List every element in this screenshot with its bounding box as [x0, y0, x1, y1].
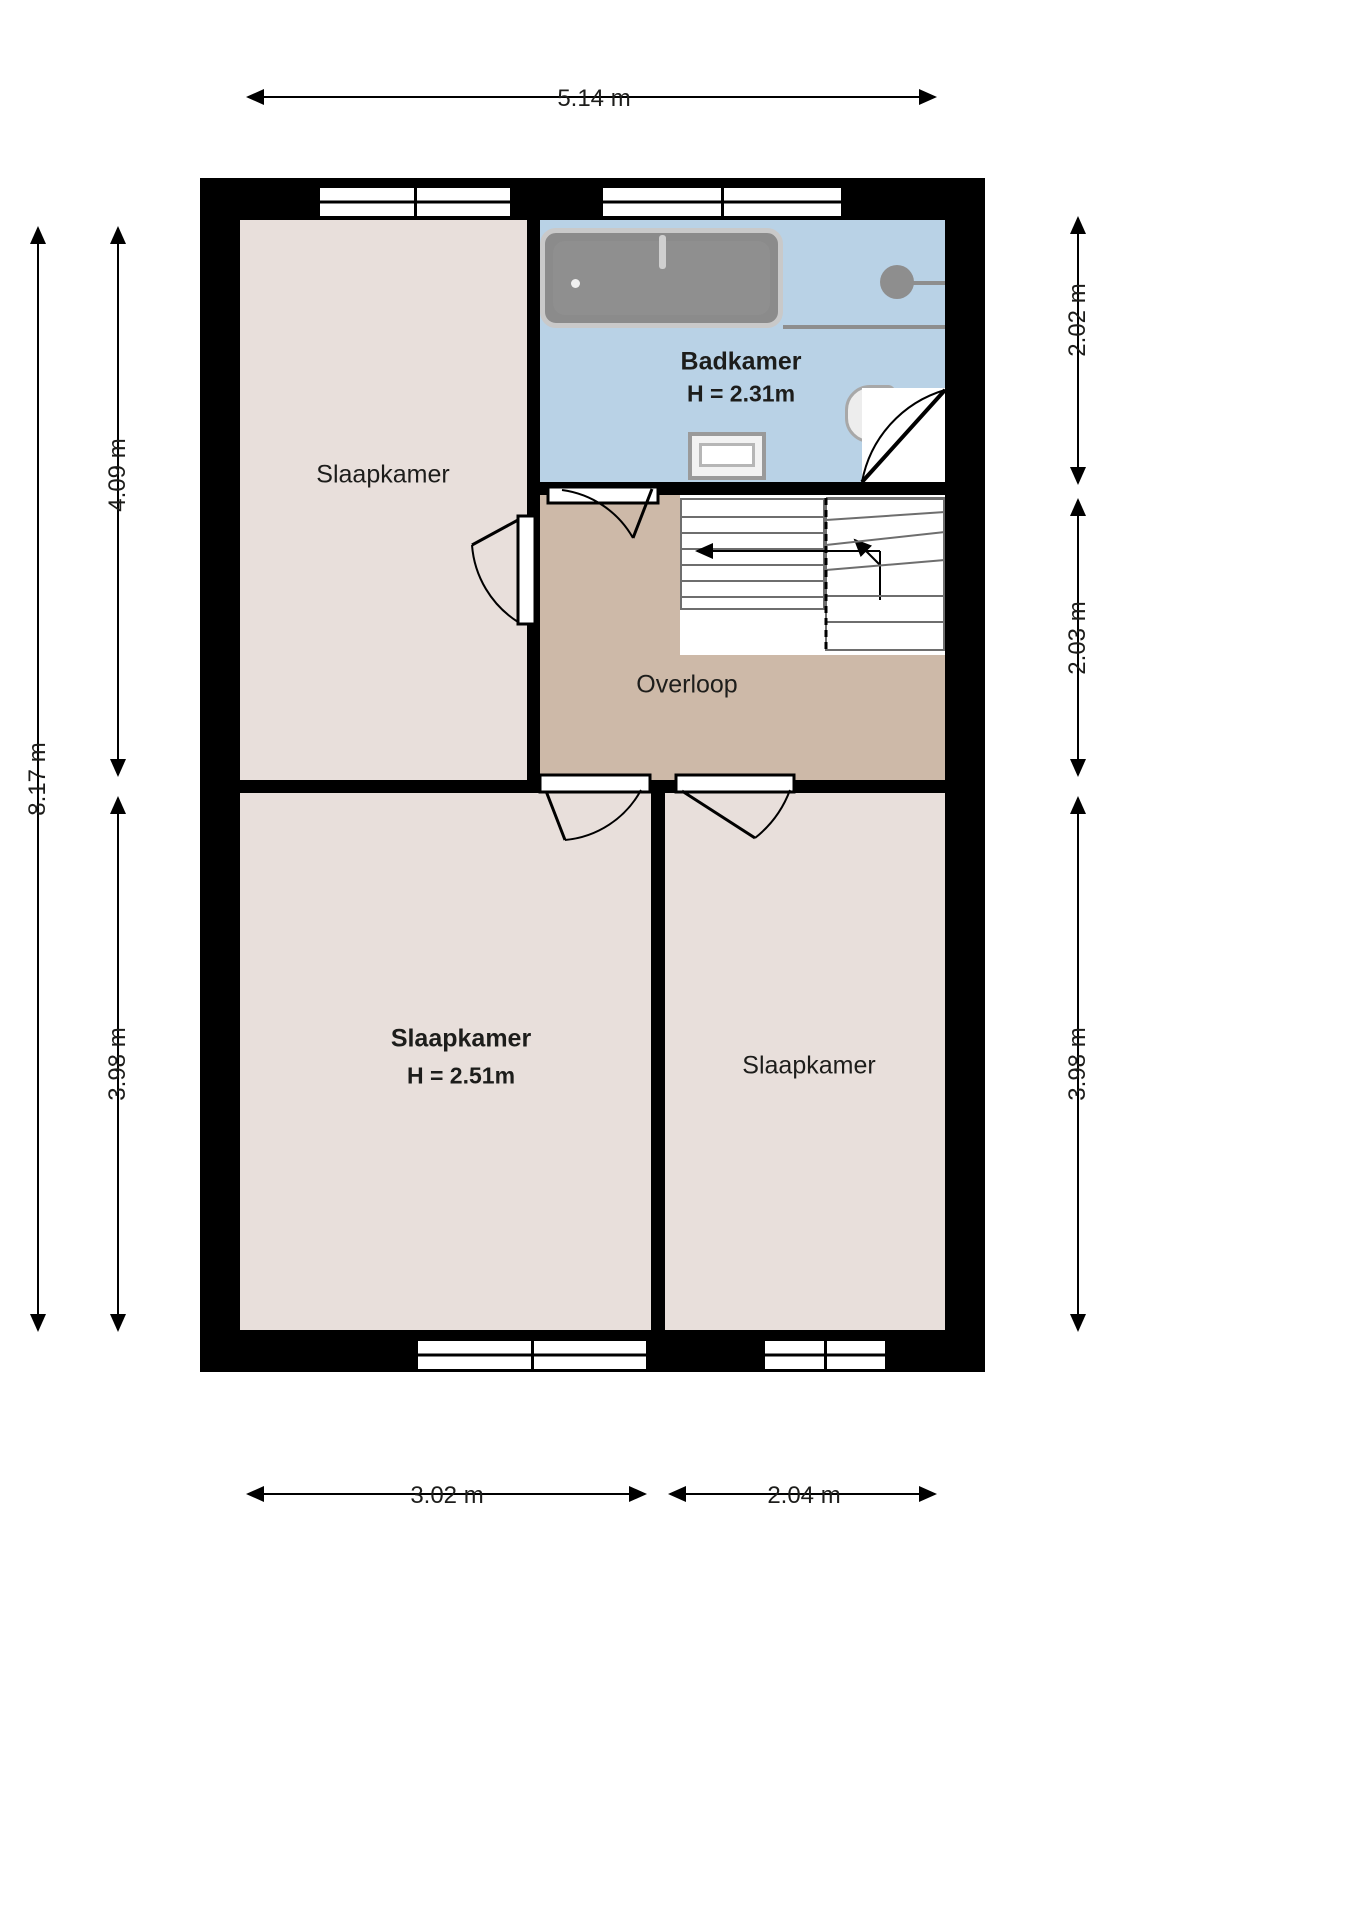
stairs-icon	[680, 498, 825, 610]
room-fill-bedroom-bottom-left	[240, 793, 651, 1330]
dimension-left-lower: 3.98 m	[104, 1027, 131, 1101]
room-label-bedroom-bottom-right: Slaapkamer	[742, 1051, 876, 1080]
room-height-bathroom: H = 2.31m	[686, 380, 796, 407]
window-bottom-left	[418, 1338, 646, 1372]
dimension-top-total: 5.14 m	[557, 85, 631, 112]
dimension-right-middle: 2.03 m	[1064, 601, 1091, 675]
wall-exterior-right	[945, 178, 985, 1372]
dimension-right-top: 2.02 m	[1064, 283, 1091, 357]
wall-interior-vertical-lower	[651, 780, 665, 1372]
dimension-right-bottom: 3.98 m	[1064, 1027, 1091, 1101]
room-fill-bedroom-top-left	[240, 220, 527, 781]
shower-arm	[912, 281, 945, 285]
wall-exterior-left	[200, 178, 240, 1372]
room-label-bathroom: Badkamer	[680, 347, 802, 376]
window-top-right	[603, 185, 841, 219]
dimension-bottom-right: 2.04 m	[767, 1482, 841, 1509]
dimension-left-outer: 8.17 m	[24, 742, 51, 816]
window-top-left	[320, 185, 510, 219]
window-bottom-right	[765, 1338, 885, 1372]
dimension-left-upper: 4.09 m	[104, 438, 131, 512]
room-height-bedroom-bottom-left: H = 2.51m	[406, 1062, 516, 1089]
stairs-winder	[825, 498, 945, 651]
washbasin-icon	[688, 432, 766, 480]
shower-rail	[783, 325, 945, 329]
wall-exterior-top	[200, 178, 985, 220]
room-label-bedroom-bottom-left: Slaapkamer	[390, 1024, 532, 1053]
wall-interior-horizontal-bath	[527, 482, 985, 495]
room-label-bedroom-top-left: Slaapkamer	[316, 460, 450, 489]
shower-icon	[880, 265, 914, 299]
bathtub-icon	[540, 228, 783, 328]
dimension-bottom-left: 3.02 m	[410, 1482, 484, 1509]
room-label-hall: Overloop	[636, 670, 738, 699]
wall-interior-horizontal-hall	[240, 780, 985, 793]
bathroom-door-recess	[862, 388, 945, 482]
